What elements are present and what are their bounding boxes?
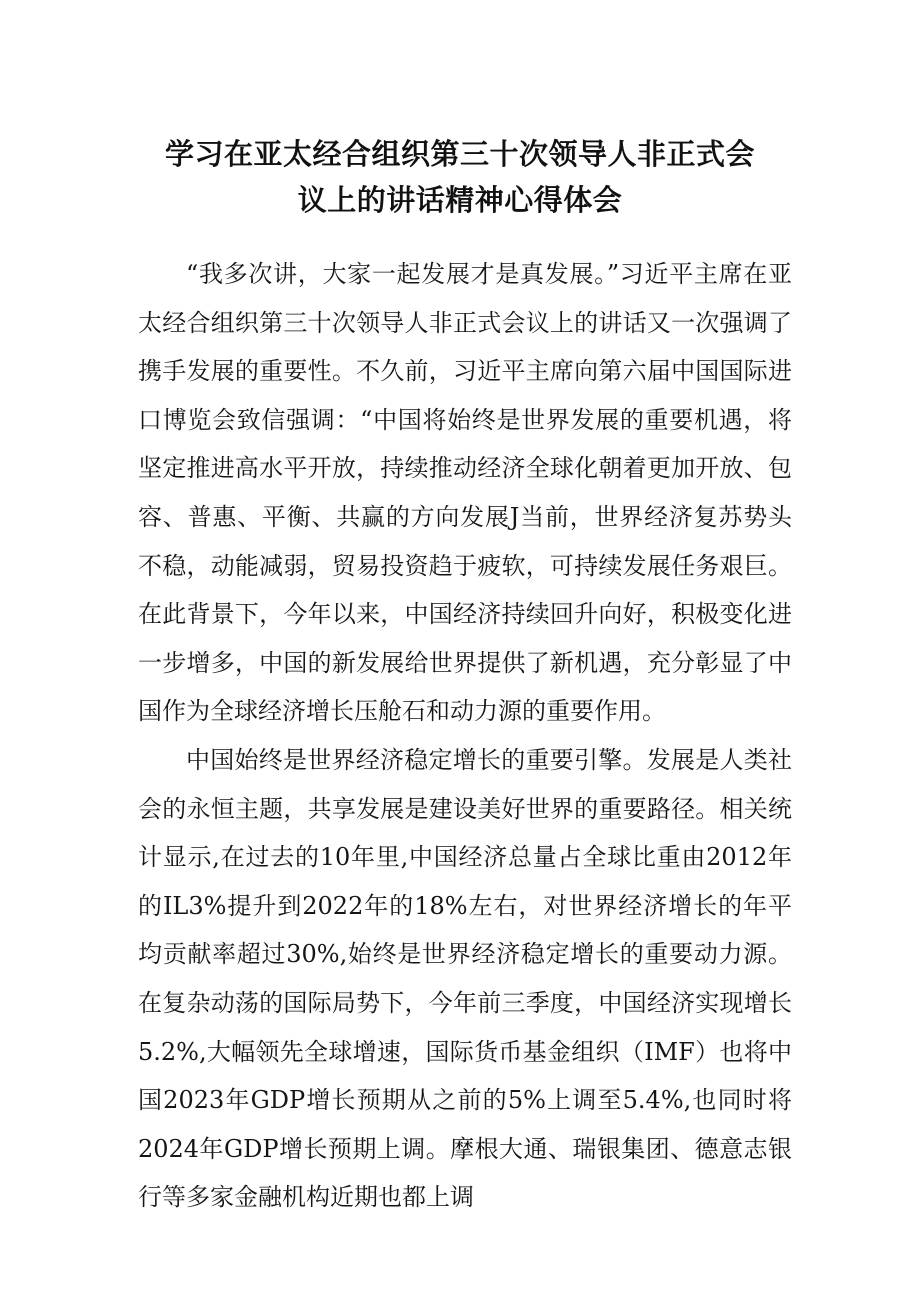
title-line-1: 学习在亚太经合组织第三十次领导人非正式会 (164, 137, 755, 172)
document-title (120, 131, 800, 223)
paragraph-1: “我多次讲，大家一起发展才是真发展。”习近平主席在亚太经合组织第三十次领导人非正式会议上的讲话又一次强调了携手发展的重要性。不久前，习近平主席向第六届中国国际进口博览会致信强调：“中国将始终是世界发展的重要机遇，将坚定推进高水平开放，持续推动经济全球化朝着更加开放、包容、普惠、平衡、共赢的方向发展J当前，世界经济复苏势头不稳，动能减弱，贸易投资趋于疲软，可持续发展任务艰巨。在此背景下，今年以来，中国经济持续回升向好，积极变化进一步增多，中国的新发展给世界提供了新机遇，充分彰显了中国作为全球经济增长压舱石和动力源的重要作用。 (138, 260, 792, 726)
paragraph-2: 中国始终是世界经济稳定增长的重要引擎。发展是人类社会的永恒主题，共享发展是建设美好世界的重要路径。相关统计显示,在过去的10年里,中国经济总量占全球比重由2012年的IL3%提升到2022年的18%左右，对世界经济增长的年平均贡献率超过30%,始终是世界经济稳定增长的重要动力源。在复杂动荡的国际局势下，今年前三季度，中国经济实现增长5.2%,大幅领先全球增速，国际货币基金组织（IMF）也将中国2023年GDP增长预期从之前的5%上调至5.4%,也同时将2024年GDP增长预期上调。摩根大通、瑞银集团、德意志银行等多家金融机构近期也都上调 (138, 745, 792, 1212)
title-line-2: 议上的讲话精神心得体会 (297, 183, 623, 218)
document-body (138, 250, 792, 1222)
